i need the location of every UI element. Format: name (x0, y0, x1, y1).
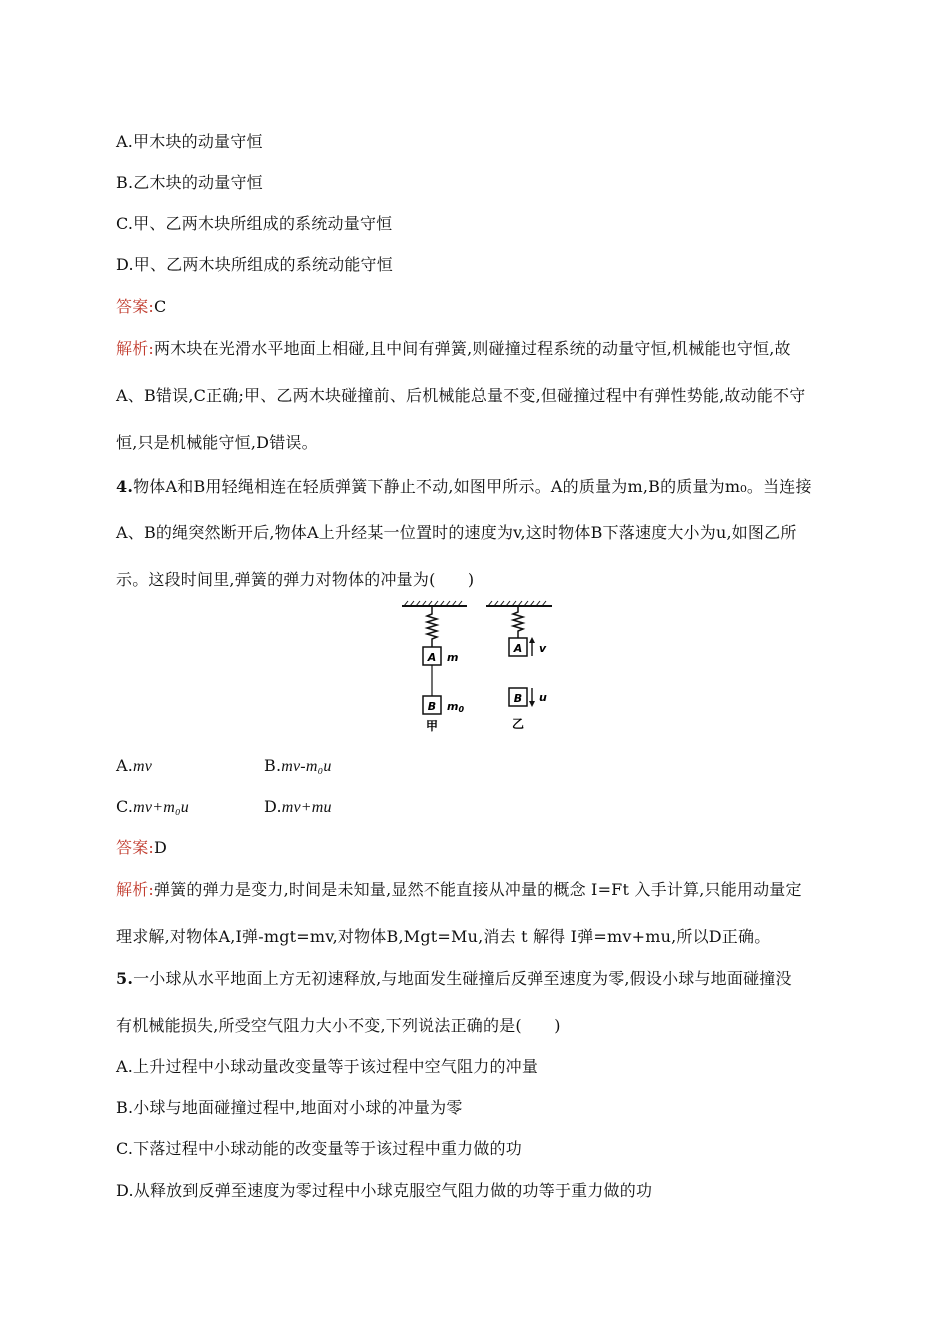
q5-option-d: D.从释放到反弹至速度为零过程中小球克服空气阻力做的功等于重力做的功 (116, 1181, 653, 1200)
mass-b-subscript: 0 (458, 705, 465, 714)
q4-option-d-expr: mv+mu (281, 799, 332, 816)
arrow-down-u (529, 688, 535, 707)
q4-option-b-letter: B. (264, 756, 282, 775)
q3-analysis-line-1 (116, 339, 791, 359)
spring-block-figure (395, 600, 565, 736)
q4-stem-line-3: 示。这段时间里,弹簧的弹力对物体的冲量为( ) (116, 570, 475, 589)
ceiling-left (402, 601, 467, 606)
mass-a-label: m (447, 651, 459, 664)
q3-option-c: C.甲、乙两木块所组成的系统动量守恒 (116, 214, 393, 233)
q4-stem-text-1: 物体A和B用轻绳相连在轻质弹簧下静止不动,如图甲所示。A的质量为m,B的质量为m₀。当连接 (133, 477, 812, 496)
q4-options-row-2 (116, 797, 332, 818)
q3-answer-value: C (154, 297, 167, 316)
spring-right (513, 606, 523, 638)
q4-analysis-label: 解析: (116, 880, 154, 899)
velocity-v-label: v (539, 642, 547, 655)
q4-number: 4. (116, 477, 134, 496)
q5-option-b: B.小球与地面碰撞过程中,地面对小球的冲量为零 (116, 1098, 463, 1117)
q3-option-b: B.乙木块的动量守恒 (116, 173, 263, 192)
q3-option-a: A.甲木块的动量守恒 (116, 132, 263, 151)
q5-stem-line-2: 有机械能损失,所受空气阻力大小不变,下列说法正确的是( ) (116, 1016, 561, 1035)
spring-left (427, 606, 437, 647)
mass-b-letter: m (447, 700, 459, 713)
q3-answer (116, 297, 166, 317)
block-a-right-label: A (513, 642, 523, 655)
q4-analysis-line-2: 理求解,对物体A,I弹-mgt=mv,对物体B,Mgt=Mu,消去 t 解得 I弹=mv+mu,所以D正确。 (116, 927, 771, 946)
q3-answer-label: 答案: (116, 297, 154, 316)
q4-option-b-expr: mv-m₀u (281, 758, 332, 775)
q3-analysis-line-2: A、B错误,C正确;甲、乙两木块碰撞前、后机械能总量不变,但碰撞过程中有弹性势能,故动能不守 (116, 386, 806, 405)
block-a-left-label: A (427, 651, 437, 664)
q4-stem-line-1 (116, 477, 812, 497)
q4-option-a-letter: A. (116, 756, 134, 775)
caption-right: 乙 (511, 717, 525, 731)
q4-options-row-1 (116, 756, 332, 777)
q4-analysis-line-1 (116, 880, 802, 900)
block-b-right-label: B (513, 692, 523, 705)
q3-option-d: D.甲、乙两木块所组成的系统动能守恒 (116, 255, 393, 274)
mass-b-label (447, 700, 464, 714)
q4-option-a-expr: mv (133, 758, 153, 775)
q5-option-a: A.上升过程中小球动量改变量等于该过程中空气阻力的冲量 (116, 1057, 539, 1076)
q4-option-b (264, 756, 332, 777)
q4-answer-label: 答案: (116, 838, 154, 857)
q3-analysis-label: 解析: (116, 339, 154, 358)
q5-number: 5. (116, 969, 134, 988)
q5-stem-line-1 (116, 969, 792, 989)
q4-answer (116, 838, 167, 858)
ceiling-right (486, 601, 552, 606)
q5-option-c: C.下落过程中小球动能的改变量等于该过程中重力做的功 (116, 1139, 522, 1158)
caption-left: 甲 (425, 719, 439, 733)
q4-option-d (264, 797, 332, 818)
q5-stem-text-1: 一小球从水平地面上方无初速释放,与地面发生碰撞后反弹至速度为零,假设小球与地面碰撞没 (133, 969, 792, 988)
q4-option-c-expr: mv+m₀u (133, 799, 189, 816)
q4-analysis-text-1: 弹簧的弹力是变力,时间是未知量,显然不能直接从冲量的概念 I=Ft 入手计算,只能用动量定 (154, 880, 802, 899)
q3-analysis-line-3: 恒,只是机械能守恒,D错误。 (116, 433, 318, 452)
q4-stem-line-2: A、B的绳突然断开后,物体A上升经某一位置时的速度为v,这时物体B下落速度大小为u,如图乙所 (116, 523, 797, 542)
q4-option-d-letter: D. (264, 797, 282, 816)
velocity-u-label: u (539, 691, 547, 704)
block-b-left-label: B (427, 700, 437, 713)
arrow-up-v (529, 637, 535, 656)
q3-analysis-text-1: 两木块在光滑水平地面上相碰,且中间有弹簧,则碰撞过程系统的动量守恒,机械能也守恒,故 (154, 339, 791, 358)
q4-answer-value: D (154, 838, 168, 857)
q4-option-c-letter: C. (116, 797, 134, 816)
